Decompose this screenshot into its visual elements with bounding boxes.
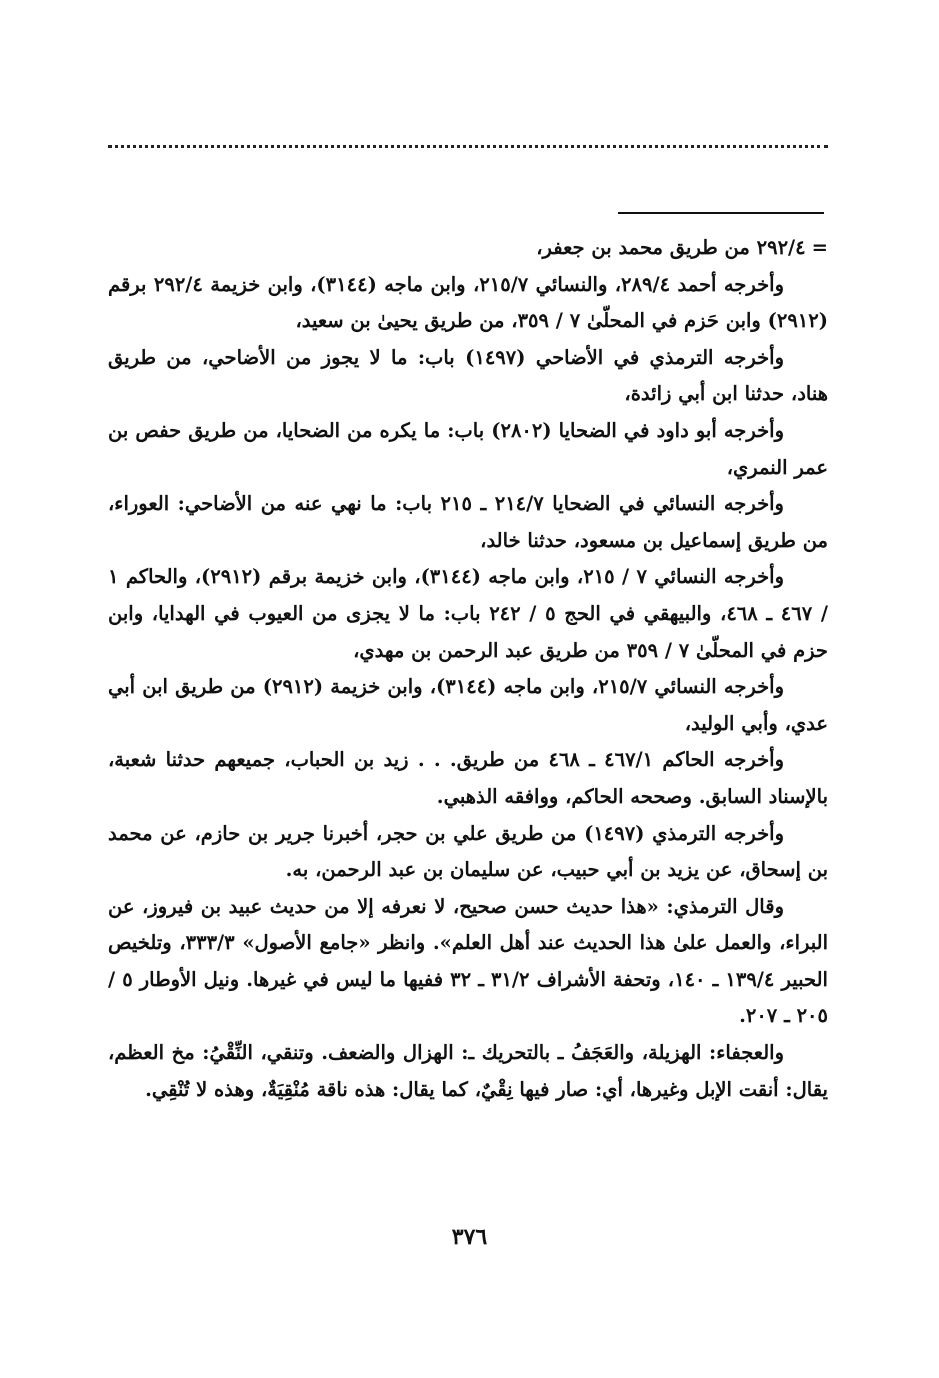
footnote-paragraph-6: وأخرجه النسائي ٧ / ٢١٥، وابن ماجه (٣١٤٤)، وابن خزيمة برقم (٢٩١٢)، والحاكم ١ / ٤٦٧ ـ ٤٦٨، والبيهقي في الحج ٥ / ٢٤٢ باب: ما لا يجزى من العيوب في الهدايا، وابن حزم في المحلّىٰ ٧ / ٣٥٩ من طريق عبد الرحمن بن مهدي، — [108, 565, 829, 662]
footnote-paragraph-5: وأخرجه النسائي في الضحايا ٢١٤/٧ ـ ٢١٥ باب: ما نهي عنه من الأضاحي: العوراء، من طريق إسماعيل بن مسعود، حدثنا خالد، — [108, 492, 828, 552]
footnote-paragraph-11: والعجفاء: الهزيلة، والعَجَفُ ـ بالتحريك ـ: الهزال والضعف. وتنقي، النِّقْيُ: مخ العظم، يقال: أنقت الإبل وغيرها، أي: صار فيها نِقْيٌ، كما يقال: هذه ناقة مُنْقِيَةٌ، وهذه لا تُنْقِي. — [108, 1041, 828, 1101]
footnote-paragraph-8: وأخرجه الحاكم ٤٦٧/١ ـ ٤٦٨ من طريق. . . زيد بن الحباب، جميعهم حدثنا شعبة، بالإسناد السابق. وصححه الحاكم، ووافقه الذهبي. — [108, 748, 828, 808]
dotted-separator — [108, 136, 828, 148]
footnote-text — [108, 230, 828, 1108]
footnote-paragraph-9: وأخرجه الترمذي (١٤٩٧) من طريق علي بن حجر، أخبرنا جرير بن حازم، عن محمد بن إسحاق، عن يزيد بن أبي حبيب، عن سليمان بن عبد الرحمن، به. — [108, 821, 828, 882]
page-number: ٣٧٦ — [451, 1224, 488, 1250]
footnote-paragraph-1 — [108, 230, 828, 267]
continuation-mark: = — [811, 236, 828, 259]
footnote-paragraph-4: وأخرجه أبو داود في الضحايا (٢٨٠٢) باب: ما يكره من الضحايا، من طريق حفص بن عمر النمري، — [108, 418, 828, 479]
footnote-paragraph-text: ٢٩٢/٤ من طريق محمد بن جعفر، — [536, 236, 806, 259]
footnote-paragraph-7: وأخرجه النسائي ٢١٥/٧، وابن ماجه (٣١٤٤)، وابن خزيمة (٢٩١٢) من طريق ابن أبي عدي، وأبي الوليد، — [108, 675, 828, 735]
footnote-paragraph-3: وأخرجه الترمذي في الأضاحي (١٤٩٧) باب: ما لا يجوز من الأضاحي، من طريق هناد، حدثنا ابن أبي زائدة، — [108, 345, 828, 406]
footnote-paragraph-2: وأخرجه أحمد ٢٨٩/٤، والنسائي ٢١٥/٧، وابن ماجه (٣١٤٤)، وابن خزيمة ٢٩٢/٤ برقم (٢٩١٢) وابن حَزم في المحلّىٰ ٧ / ٣٥٩، من طريق يحيىٰ بن سعيد، — [108, 272, 828, 333]
footnote-rule — [618, 212, 824, 214]
footnote-paragraph-10: وقال الترمذي: «هذا حديث حسن صحيح، لا نعرفه إلا من حديث عبيد بن فيروز، عن البراء، والعمل علىٰ هذا الحديث عند أهل العلم». وانظر «جامع الأصول» ٣٣٣/٣، وتلخيص الحبير ١٣٩/٤ ـ ١٤٠، وتحفة الأشراف ٣١/٢ ـ ٣٢ ففيها ما ليس في غيرها. ونيل الأوطار ٥ / ٢٠٥ ـ ٢٠٧. — [108, 894, 828, 1028]
